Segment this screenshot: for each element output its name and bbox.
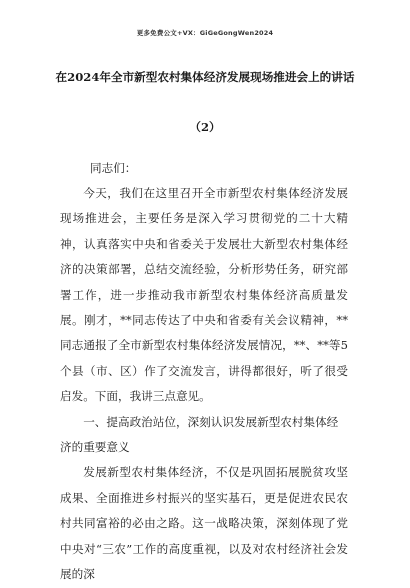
document-body [60,156,348,588]
paragraph-section-1: 发展新型农村集体经济，不仅是巩固拓展脱贫攻坚成果、全面推进乡村振兴的坚实基石，更是促进农民农村共同富裕的必由之路。这一战略决策，深刻体现了党中央对“三农”工作的高度重视，以及对农村经济社会发展的深 [60,465,348,582]
paragraph-intro: 今天，我们在这里召开全市新型农村集体经济发展现场推进会，主要任务是深入学习贯彻党的二十大精神，认真落实中央和省委关于发展壮大新型农村集体经济的决策部署，总结交流经验，分析形势任务，研究部署工作，进一步推动我市新型农村集体经济高质量发展。刚才，**同志传达了中央和省委有关会议精神，**同志通报了全市新型农村集体经济发展情况，**、**等5个县（市、区）作了交流发言，讲得都很好，听了很受启发。下面，我讲三点意见。 [60,186,348,404]
header-note: 更多免费公文+VX：GiGeGongWen2024 [136,29,274,37]
document-title: 在2024年全市新型农村集体经济发展现场推进会上的讲话 [55,70,355,84]
salutation: 同志们： [90,161,137,175]
document-subtitle: （2） [189,120,221,134]
section-heading-1: 一、提高政治站位，深刻认识发展新型农村集体经济的重要意义 [60,414,339,455]
